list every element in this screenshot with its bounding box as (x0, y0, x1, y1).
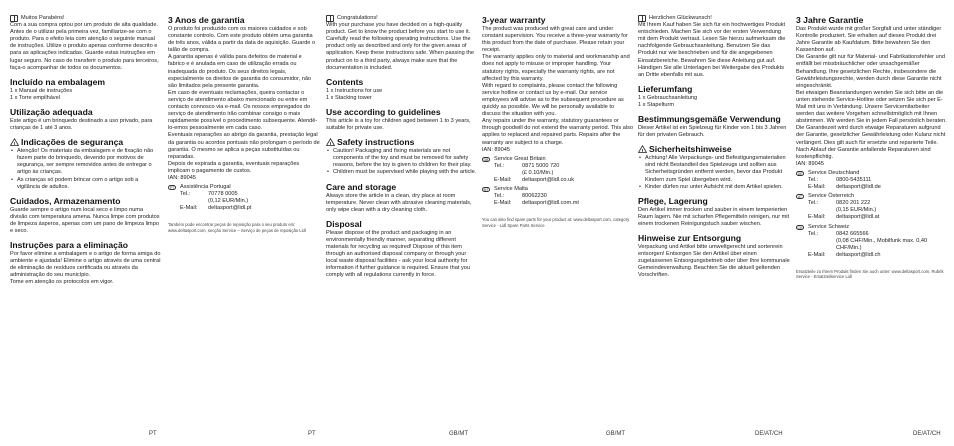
section-text: Please dispose of the product and packaging in an environmentally friendly manner, separating different materials for recycling as required! Dispose of this item through an authorised disposal company or through your local waste disposal facilities - ask your local authority for information if further guidance is required. Ensure that you comply with all regulations currently in force. (326, 229, 470, 279)
section-text: 1 x Torre empilhável (10, 94, 60, 101)
phone-label: Tel.: (808, 230, 819, 237)
country-flag-icon: GB (483, 157, 489, 162)
page-footer-country-code: GB/MT (606, 431, 625, 437)
section-text: Any repairs under the warranty, statutory guarantees or through goodwill do not extend the warranty period. This also applies to replaced and repaired parts. Repairs after the warranty are subject to a charge. (482, 118, 634, 146)
bullet-item: • Caution! Packaging and fixing materials are not components of the toy and must be removed for safety reasons, before the toy is given to children for their play. (333, 148, 478, 169)
intro-title: Congratulations! (337, 15, 378, 21)
phone-label: Tel.: (494, 162, 505, 169)
section-text: 1 x Stapelturm (638, 101, 675, 108)
phone-number: 0842 665566 (836, 230, 869, 237)
phone-number: 0800-5435111 (836, 176, 872, 183)
section-text: 1 x Gebrauchsanleitung (638, 94, 698, 101)
section-text: Em caso de eventuais reclamações, queira contactar o serviço de atendimento abaixo mencionado ou entre em contacto connosco via e-mail. Os nossos empregados do serviço de atendimento irão combinar consigo o mais rapidamente possível o procedimento subsequente. Atendê-lo-emos pessoalmente em cada caso. (168, 89, 318, 132)
phone-number: 0820 201 222 (836, 200, 871, 207)
section-title: Safety instructions (337, 137, 415, 148)
section-text: Tome em atenção os protocolos em vigor. (10, 279, 114, 286)
intro-heading (638, 15, 790, 22)
service-name: Service Schweiz (808, 223, 850, 230)
text-column (326, 15, 478, 279)
section-text: Die Garantie gilt nur für Material- und Fabrikationsfehler und entfällt bei missbräuchlicher oder unsachgemäßer Behandlung. Ihre gesetzlichen Rechte, insbesondere die Gewährleistungsrechte, werden durch diese Garantie nicht eingeschränkt. (796, 54, 945, 89)
section-text: Depois de expirada a garantia, eventuais reparações implicam o pagamento de custos. (168, 160, 300, 174)
service-contact (796, 224, 948, 259)
service-name: Service Malta (494, 186, 528, 193)
intro-text: Com a sua compra optou por um produto de alta qualidade. Antes de o utilizar pela primeira vez, familiarize-se com o produto. Para o efeito leia com atenção o seguinte manual de instruções. Utilize o produto apenas conforme descrito e para as aplicações indicadas. Guarde estas instruções em lugar seguro. No caso de transferir o produto para terceiros, faça-o acompanhar de todos os documentos. (10, 22, 159, 71)
section-heading: Lieferumfang (638, 83, 693, 94)
email-label: E-Mail: (494, 176, 512, 183)
section-text: Dieser Artikel ist ein Spielzeug für Kinder von 1 bis 3 Jahren für den privaten Gebrauch. (638, 125, 787, 139)
email-address: deltasport@lidl.com.mt (522, 200, 579, 207)
phone-number: 80062230 (522, 193, 547, 200)
phone-number: 0871 5000 720 (522, 162, 560, 169)
section-text: Por favor elimine a embalagem e o artigo de forma amiga do ambiente e ajustada! Elimine o artigo através de uma central de eliminação de resíduos certificada ou através da administração do seu município. (10, 251, 161, 279)
service-name: Service Great Britain (494, 155, 546, 162)
spare-parts-note: You can also find spare parts for your product at: www.deltasport.com, category Service - Lidl Spare Parts Service (482, 217, 630, 228)
email-address: deltasport@lidl.pt (208, 205, 252, 212)
section-text: IAN: 89045 (168, 174, 196, 181)
section-text: Den Artikel immer trocken und sauber in einem temperierten Raum lagern. Nie mit scharfen Pflegemitteln reinigen, nur mit einem trockenen Reinigungstuch sauber wischen. (638, 206, 790, 227)
email-label: E-Mail: (808, 251, 826, 258)
intro-heading (10, 15, 162, 22)
svg-text:!: ! (641, 148, 644, 154)
instructions-book-icon (326, 15, 334, 22)
call-rate: (0,12 EUR/Min.) (208, 198, 249, 205)
section-text: A garantia apenas é válida para defeitos de material e fabrico e é anulada em caso de utilização errada ou inadequada do produto. Os seus direitos legais, especialmente os direitos de garantia do consumidor, não são limitados pela presente garantia. (168, 54, 312, 89)
email-address: deltasport@lidl.ch (836, 251, 881, 258)
call-rate: (0,08 CHF/Min., Mobilfunk max. 0,40 CHF/Min.) (836, 237, 928, 251)
service-contact (482, 156, 634, 184)
bullet-item: • Kinder dürfen nur unter Aufsicht mit dem Artikel spielen. (645, 184, 790, 191)
section-title: Sicherheitshinweise (649, 144, 732, 155)
email-label: E-Mail: (180, 205, 198, 212)
service-contact (168, 184, 320, 212)
warning-triangle-icon (638, 145, 647, 153)
section-text: Always store the article in a clean, dry place at room temperature. Never clean with abrasive cleaning materials, only wipe clean with a dry cleaning cloth. (326, 192, 472, 213)
spare-parts-note: Ersatzteile zu Ihrem Produkt finden Sie auch unter: www.deltasport.com, Rubrik Service - Ersatzteilservice Lidl (796, 269, 944, 280)
intro-heading (326, 15, 478, 22)
bullet-item: • Achtung! Alle Verpackungs- und Befestigungsmaterialien sind nicht Bestandteil des Spielzeugs und sollten aus Sicherheitsgründen entfernt werden, bevor das Produkt Kindern zum Spiel übergeben wird. (645, 155, 790, 183)
section-heading: 3 Anos de garantia (168, 15, 245, 25)
section-heading: Contents (326, 76, 364, 87)
spare-parts-note: Também pode encontrar peças de reposição para o seu produto em: www.deltasport.com, secção Service – Serviço de peças de reposição Lidl (168, 222, 306, 233)
section-text: Verpackung und Artikel bitte umweltgerecht und sortenrein entsorgen! Entsorgen Sie den Artikel über einen zugelassenen Entsorgungsbetrieb oder über Ihre kommunale Gemeindeverwaltung. Beachten Sie die aktuell geltenden Vorschriften. (638, 243, 790, 279)
section-heading: 3-year warranty (482, 15, 546, 25)
page-footer-country-code: GB/MT (449, 431, 468, 437)
bullet-item: • Children must be supervised while playing with the article. (333, 169, 478, 176)
service-name: Assistência Portugal (180, 184, 231, 191)
section-heading: Instruções para a eliminação (10, 240, 128, 251)
email-address: deltasport@lidl.at (836, 214, 880, 221)
intro-text: Mit Ihrem Kauf haben Sie sich für ein hochwertiges Produkt entschieden. Machen Sie sich vor der ersten Verwendung mit dem Produkt vertraut. Lesen Sie hierzu aufmerksam die nachfolgende Gebrauchsanleitung. Benutzen Sie das Produkt nur wie beschrieben und für die angegebenen Einsatzbereiche. Bewahren Sie diese Anleitung gut auf. Händigen Sie alle Unterlagen bei Weitergabe des Produkts an Dritte ebenfalls mit aus. (638, 22, 786, 78)
intro-title: Herzlichen Glückwunsch! (649, 15, 712, 21)
section-text: Eventuais reparações ao abrigo da garantia, prestação legal da garantia ou acordos pontuais não prolongam o período de garantia. O mesmo se aplica a peças substituídas ou reparadas. (168, 132, 320, 160)
section-text: 1 x Manual de instruções (10, 87, 73, 94)
bullet-item: • Atenção! Os materiais da embalagem e de fixação não fazem parte do brinquedo, devendo por motivos de segurança, ser sempre removidos antes de entregar o artigo às crianças. (17, 148, 162, 176)
email-label: E-Mail: (808, 184, 826, 191)
email-address: deltasport@lidl.de (836, 184, 881, 191)
section-heading (638, 144, 790, 154)
section-text: Bei etwaigen Beanstandungen wenden Sie sich bitte an die unten stehende Service-Hotline oder setzen Sie sich per E-Mail mit uns in Verbindung. Unsere Servicemitarbeiter werden das weitere Vorgehen schnellstmöglich mit Ihnen abstimmen. Wir werden Sie in jedem Fall persönlich beraten. Die Garantiezeit wird durch etwaige Reparaturen aufgrund der Garantie, gesetzlicher Gewährleistung oder Kulanz nicht verlängert. Dies gilt auch für ersetzte und reparierte Teile. Nach Ablauf der Garantie anfallende Reparaturen sind kostenpflichtig. (796, 89, 947, 160)
service-name: Service Österreich (808, 193, 855, 200)
intro-text: With your purchase you have decided on a high-quality product. Get to know the product before you start to use it. Carefully read the following operating instructions. Use the product only as described and only for the given areas of application. Keep these instructions safe. When passing the product on to a third party, always make sure that the documentation is included. (326, 22, 475, 71)
section-text: 1 x Stacking tower (326, 94, 372, 101)
email-label: E-Mail: (494, 200, 512, 207)
section-text: The product was produced with great care and under constant supervision. You receive a three-year warranty for this product from the date of purchase. Please retain your receipt. (482, 26, 628, 54)
service-contact (796, 170, 948, 191)
phone-label: Tel.: (808, 200, 819, 207)
section-text: Das Produkt wurde mit großer Sorgfalt und unter ständiger Kontrolle produziert. Sie erhalten auf dieses Produkt drei Jahre Garantie ab Kaufdatum. Bitte bewahren Sie den Kassenbon auf. (796, 26, 942, 54)
bullet-item: • As crianças só podem brincar com o artigo sob a vigilância de adultos. (17, 177, 162, 191)
bullet-list (10, 148, 162, 191)
instructions-book-icon (10, 15, 18, 22)
country-flag-icon: PT (169, 186, 175, 191)
section-heading (10, 137, 162, 147)
section-heading: Incluído na embalagem (10, 76, 106, 87)
section-heading: 3 Jahre Garantie (796, 15, 864, 25)
text-column (482, 15, 634, 228)
section-title: Indicações de segurança (21, 137, 124, 148)
warning-triangle-icon (326, 138, 335, 146)
section-text: 1 x Instructions for use (326, 87, 383, 94)
section-text: O produto foi produzido com os maiores cuidados e sob constante controlo. Com este produto obtém uma garantia de três anos, válida a partir da data de aquisição. Guarde o talão de compra. (168, 26, 316, 54)
section-heading: Disposal (326, 218, 362, 229)
bullet-list (638, 155, 790, 190)
page-footer-country-code: DE/AT/CH (913, 431, 941, 437)
country-flag-icon: CH (797, 225, 803, 230)
section-text: IAN: 89045 (482, 146, 510, 153)
text-column (168, 15, 320, 233)
email-label: E-Mail: (808, 214, 826, 221)
svg-text:!: ! (13, 141, 16, 147)
call-rate: (0,15 EUR/Min.) (836, 207, 877, 214)
section-text: This article is a toy for children aged between 1 to 3 years, suitable for private use. (326, 117, 471, 132)
section-text: With regard to complaints, please contact the following service hotline or contact us by e-mail. Our service employees will advise as to the subsequent procedure as quickly as possible. We will be personally available to discuss the situation with you. (482, 82, 624, 118)
svg-text:!: ! (329, 141, 332, 147)
page-footer-country-code: DE/AT/CH (755, 431, 783, 437)
section-heading: Care and storage (326, 181, 397, 192)
phone-label: Tel.: (494, 193, 505, 200)
bullet-list (326, 148, 478, 176)
service-contact (482, 186, 634, 207)
intro-title: Muitos Parabéns! (21, 15, 65, 21)
section-text: Guarde sempre o artigo num local seco e limpo numa divisão com temperatura amena. Nunca limpe com produtos de limpeza ásperos, apenas com um pano de limpeza limpo e seco. (10, 206, 160, 234)
section-heading: Use according to guidelines (326, 106, 441, 117)
page-footer-country-code: PT (149, 431, 157, 437)
country-flag-icon: DE (797, 171, 803, 176)
section-text: Este artigo é um brinquedo destinado a uso privado, para crianças de 1 até 3 anos. (10, 117, 153, 132)
section-heading: Pflege, Lagerung (638, 195, 708, 206)
phone-label: Tel.: (808, 176, 819, 183)
country-flag-icon: AT (796, 194, 804, 199)
section-heading: Hinweise zur Entsorgung (638, 232, 742, 243)
service-contact (796, 193, 948, 221)
section-heading: Cuidados, Armazenamento (10, 195, 121, 206)
email-address: deltasport@lidl.co.uk (522, 176, 575, 183)
text-column (638, 15, 790, 279)
country-flag-icon: MT (483, 188, 489, 193)
section-text: IAN: 89045 (796, 160, 824, 167)
service-name: Service Deutschland (808, 169, 860, 176)
section-heading: Utilização adequada (10, 106, 93, 117)
text-column (796, 15, 948, 280)
text-column (10, 15, 162, 287)
section-text: The warranty applies only to material and workmanship and does not apply to misuse or improper handling. Your statutory rights, especially the warranty rights, are not affected by this warranty. (482, 54, 630, 82)
section-heading: Bestimmungsgemäße Verwendung (638, 114, 781, 125)
instructions-book-icon (638, 15, 646, 22)
warning-triangle-icon (10, 138, 19, 146)
page-footer-country-code: PT (308, 431, 316, 437)
phone-label: Tel.: (180, 191, 191, 198)
phone-number: 70778 0005 (208, 191, 238, 198)
section-heading (326, 137, 478, 147)
call-rate: (£ 0.10/Min.) (522, 169, 554, 176)
